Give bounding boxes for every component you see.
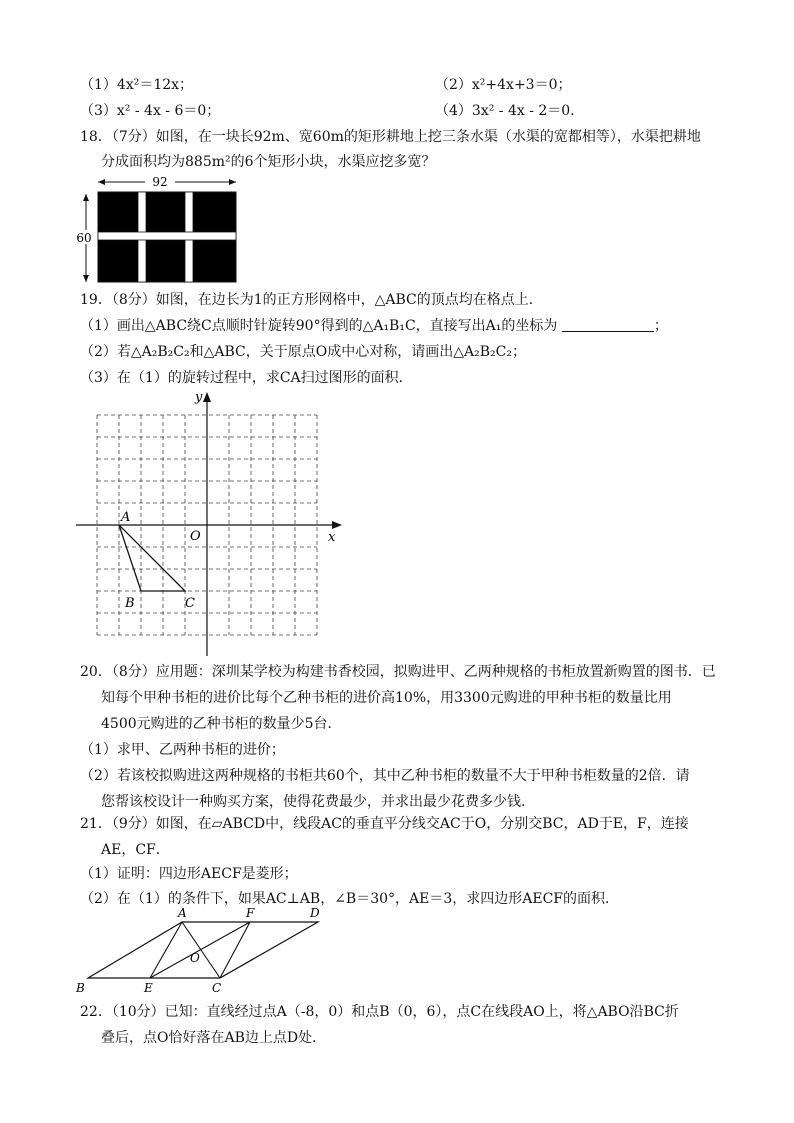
- q20-part2a: （2）若该校拟购进这两种规格的书柜共60个，其中乙种书柜的数量不大于甲种书柜数量的2倍．请: [80, 768, 690, 784]
- q17-part4: （4）3x² - 4x - 2＝0．: [435, 103, 585, 119]
- q19-x-label: x: [328, 530, 336, 545]
- q19-part1: [80, 316, 668, 336]
- q18-line2: 分成面积均为885m²的6个矩形小块，水渠应挖多宽？: [101, 154, 436, 170]
- q22-line1: 22．（10分）已知：直线经过点A（-8，0）和点B（0，6），点C在线段AO上，将△ABO沿BC折: [80, 1004, 679, 1020]
- q21-point-d-label: D: [310, 906, 320, 920]
- q22-line2: 叠后，点O恰好落在AB边上点D处．: [101, 1030, 327, 1046]
- q20-line3: 4500元购进的乙种书柜的数量少5台．: [101, 716, 342, 732]
- q18-height-label: 60: [76, 231, 92, 245]
- q21-part1: （1）证明：四边形AECF是菱形；: [80, 866, 298, 882]
- q21-line1: 21．（9分）如图，在▱ABCD中，线段AC的垂直平分线交AC于O，分别交BC，AD于E，F，连接: [80, 816, 689, 832]
- q20-part1: （1）求甲、乙两种书柜的进价；: [80, 742, 285, 758]
- q21-line2: AE，CF．: [101, 842, 170, 858]
- q19-part1-end: ；: [653, 318, 668, 334]
- q21-point-e-label: E: [144, 981, 153, 995]
- q19-y-label: y: [195, 390, 203, 405]
- q21-point-a-label: A: [178, 906, 187, 920]
- q20-line2: 知每个甲种书柜的进价比每个乙种书柜的进价高10%，用3300元购进的甲种书柜的数量比用: [101, 690, 672, 706]
- q18-width-label: 92: [152, 175, 168, 189]
- q21-parallelogram-figure: [70, 904, 340, 996]
- q21-part2: （2）在（1）的条件下，如果AC⊥AB，∠B＝30°，AE＝3，求四边形AECF的面积．: [80, 891, 620, 907]
- q21-parallelogram-abcd: [88, 922, 318, 978]
- q19-part2: （2）若△A₂B₂C₂和△ABC，关于原点O成中心对称，请画出△A₂B₂C₂；: [80, 344, 526, 360]
- q19-triangle-abc: [119, 525, 185, 591]
- q19-point-a-label: A: [121, 510, 131, 525]
- q20-line1: 20．（8分）应用题：深圳某学校为构建书香校园，拟购进甲、乙两种规格的书柜放置新购置的图书．已: [80, 664, 716, 680]
- q19-line1: 19．（8分）如图，在边长为1的正方形网格中，△ABC的顶点均在格点上．: [80, 292, 543, 308]
- q19-point-c-label: C: [185, 596, 195, 611]
- q21-point-b-label: B: [76, 981, 85, 995]
- q18-line1: 18．（7分）如图，在一块长92m、宽60m的矩形耕地上挖三条水渠（水渠的宽都相等），水渠把耕地: [80, 129, 701, 145]
- q21-point-f-label: F: [246, 906, 255, 920]
- q21-point-c-label: C: [212, 981, 222, 995]
- q19-origin-label: O: [190, 529, 201, 544]
- q18-canal-horizontal: [98, 232, 236, 240]
- q19-answer-blank[interactable]: [562, 317, 654, 332]
- q19-part3: （3）在（1）的旋转过程中，求CA扫过图形的面积．: [80, 370, 413, 386]
- q21-point-o-label: O: [190, 951, 200, 965]
- q19-part1-text: （1）画出△ABC绕C点顺时针旋转90°得到的△A₁B₁C，直接写出A₁的坐标为: [80, 318, 558, 334]
- q20-part2b: 您帮该校设计一种购买方案，使得花费最少，并求出最少花费多少钱．: [101, 794, 535, 810]
- q17-part3: （3）x² - 4x - 6＝0；: [80, 103, 221, 119]
- q19-point-b-label: B: [125, 596, 135, 611]
- q18-field-figure: [70, 172, 250, 286]
- q17-part1: （1）4x²＝12x；: [80, 77, 194, 93]
- q19-coordinate-grid: [70, 388, 350, 660]
- q17-part2: （2）x²+4x+3＝0；: [435, 77, 572, 93]
